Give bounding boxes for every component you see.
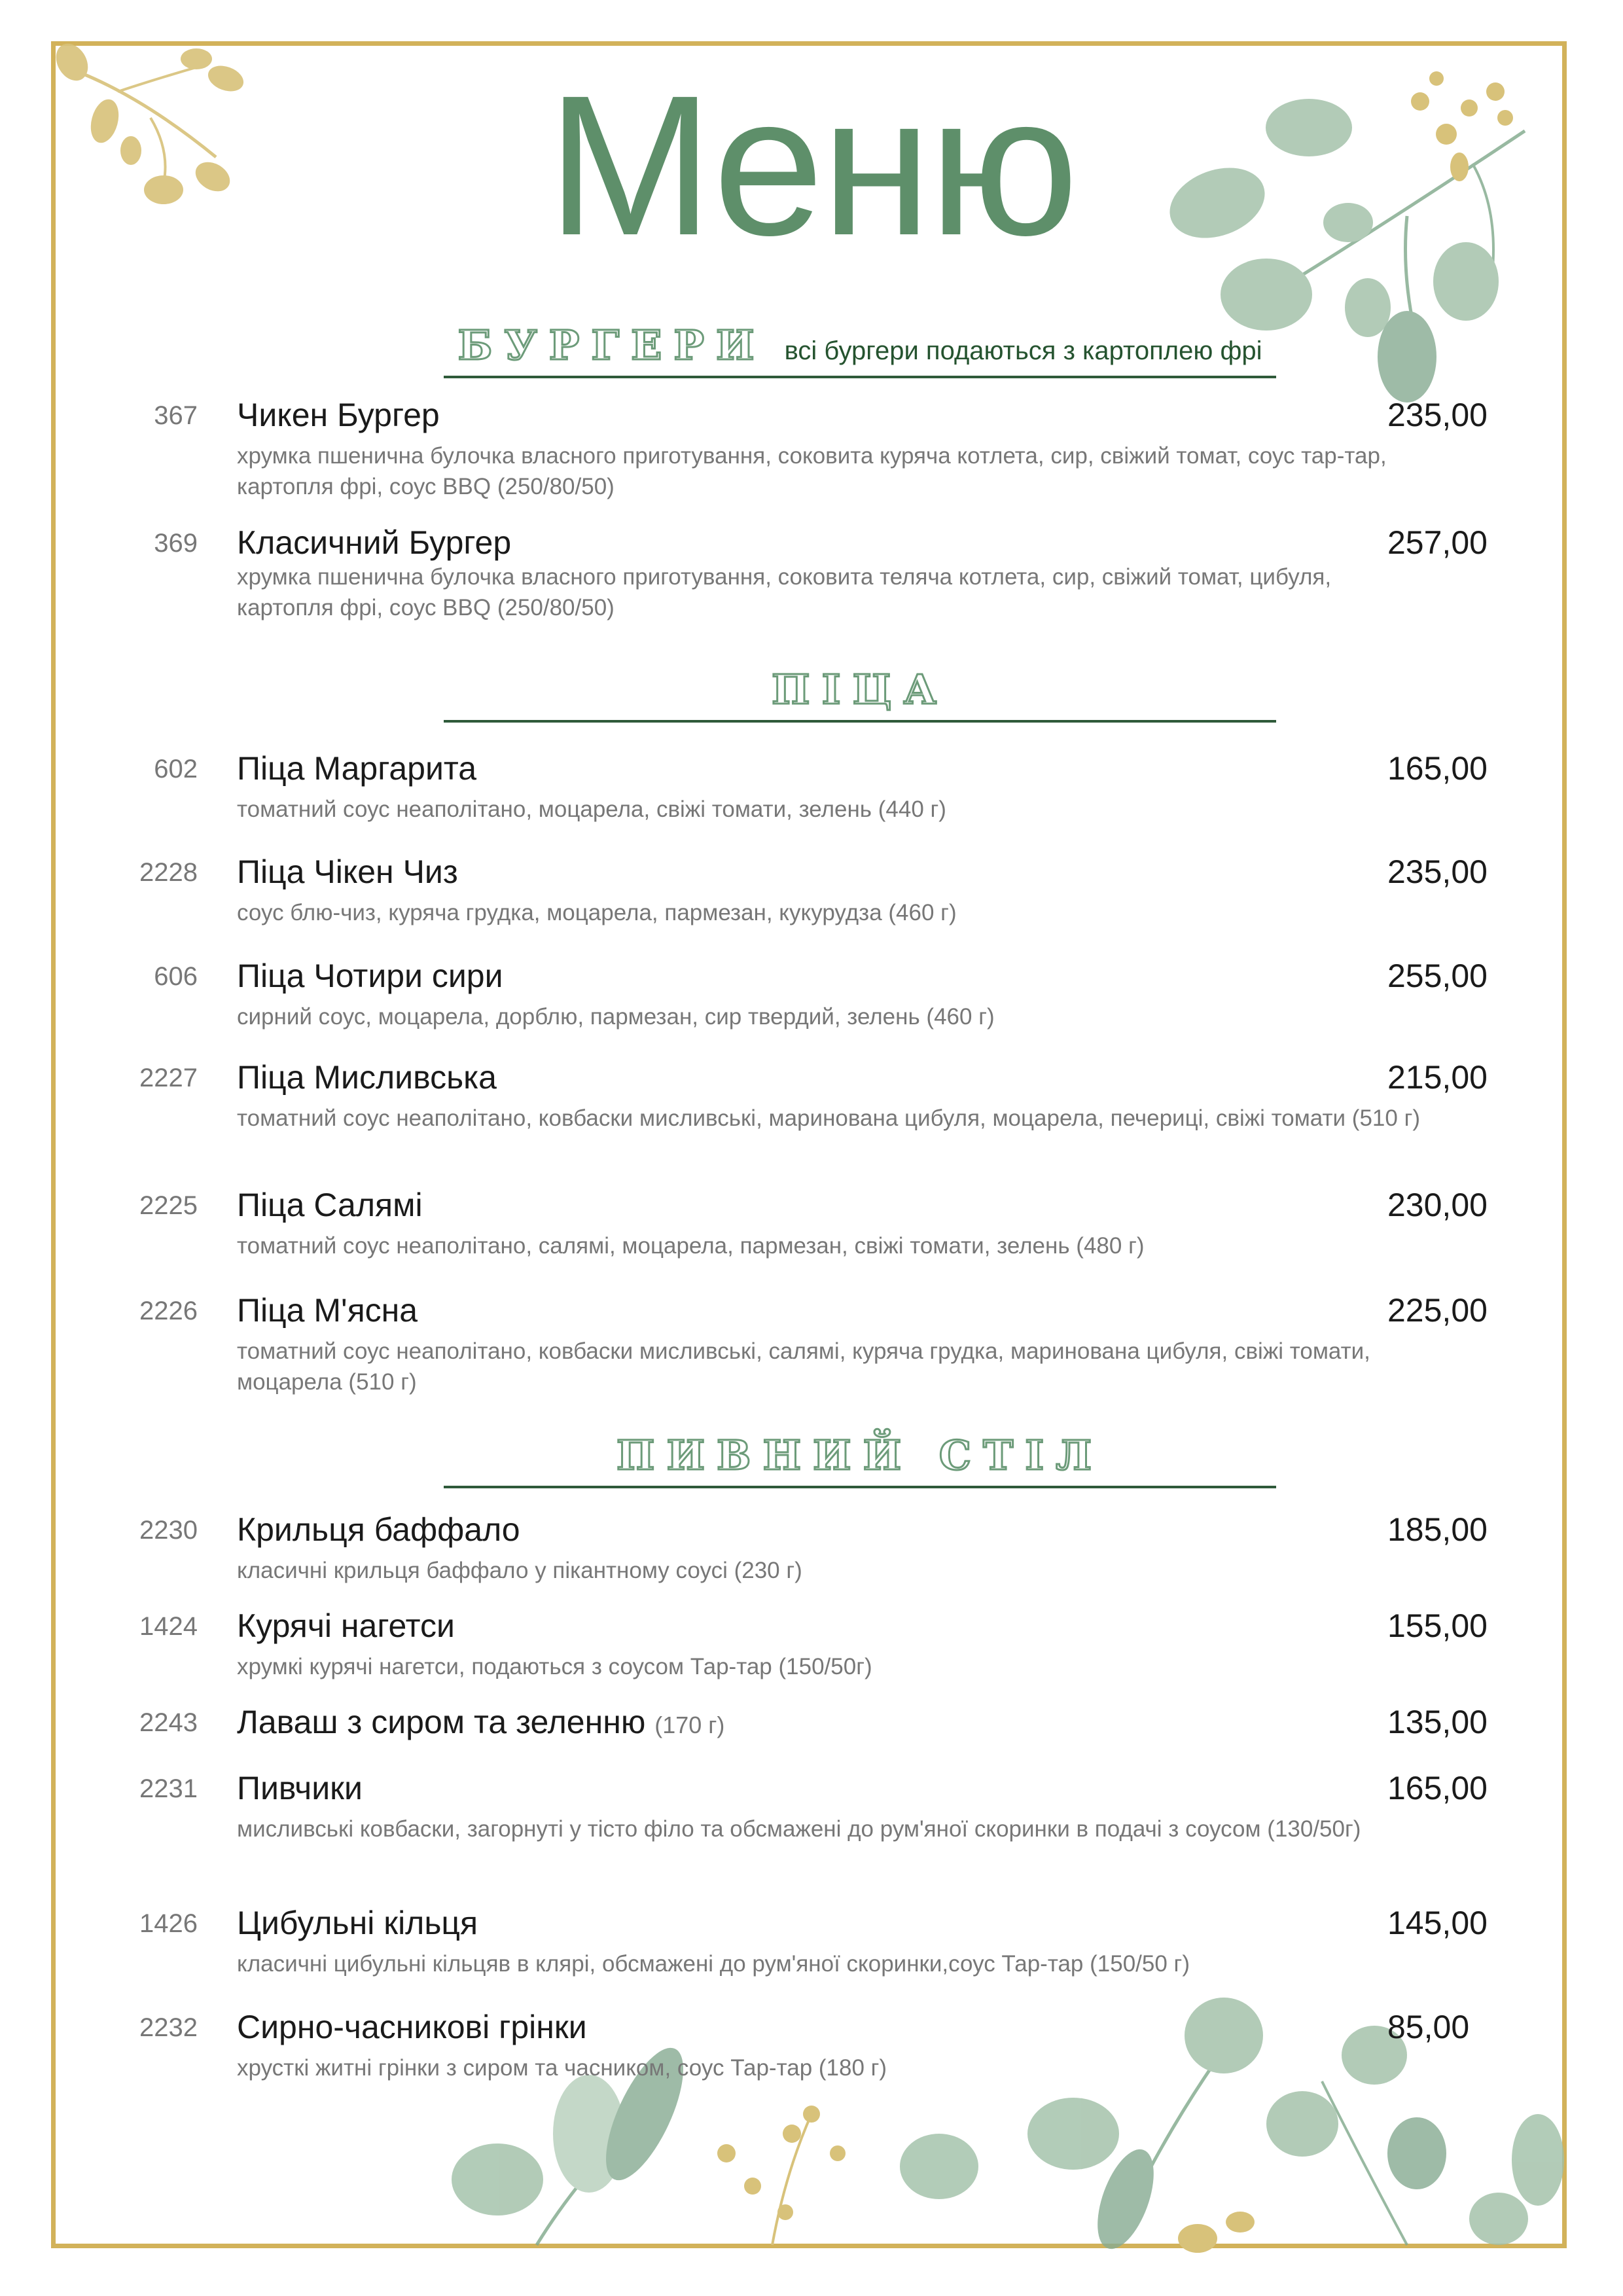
item-name: Курячі нагетси [237, 1607, 455, 1644]
item-code: 2227 [139, 1064, 198, 1092]
item-code: 369 [154, 529, 198, 558]
item-name: Піца Маргарита [237, 750, 477, 787]
item-code: 2243 [139, 1708, 198, 1737]
item-name: Піца Чікен Чиз [237, 853, 458, 890]
item-price: 145,00 [1387, 1905, 1488, 1941]
item-code: 1424 [139, 1612, 198, 1641]
item-price: 215,00 [1387, 1059, 1488, 1096]
item-price: 165,00 [1387, 1770, 1488, 1806]
item-description: мисливські ковбаски, загорнуті у тісто філо та обсмажені до рум'яної скоринки в подачі з соусом (130/50г) [237, 1816, 1361, 1842]
item-description: соус блю-чиз, куряча грудка, моцарела, пармезан, кукурудза (460 г) [237, 900, 957, 925]
item-price: 235,00 [1387, 397, 1488, 433]
item-code: 2232 [139, 2013, 198, 2042]
item-code: 2228 [139, 858, 198, 887]
item-code: 2231 [139, 1774, 198, 1803]
item-code: 606 [154, 962, 198, 991]
item-price: 255,00 [1387, 958, 1488, 994]
item-name: Піца Чотири сири [237, 958, 503, 994]
item-name: Сирно-часникові грінки [237, 2009, 587, 2045]
item-name: Пивчики [237, 1770, 363, 1806]
item-code: 2226 [139, 1297, 198, 1325]
item-price: 230,00 [1387, 1187, 1488, 1223]
item-name: Піца Мисливська [237, 1059, 497, 1096]
section-burgers [444, 302, 1276, 378]
item-description: сирний соус, моцарела, дорблю, пармезан, сир твердий, зелень (460 г) [237, 1004, 995, 1030]
section-beer-snacks [444, 1412, 1276, 1488]
item-name: Класичний Бургер [237, 524, 512, 561]
item-description: класичні крильця баффало у пікантному соусі (230 г) [237, 1558, 802, 1583]
section-note: всі бургери подаються з картоплею фрі [784, 336, 1262, 365]
item-name: Крильця баффало [237, 1511, 520, 1548]
page-title: Меню [546, 54, 1077, 277]
item-description: хрумка пшенична булочка власного приготування, соковита куряча котлета, сир, свіжий томат, соус тар-тар, картопля фрі, соус BBQ (250/80/50) [237, 443, 1387, 499]
item-code: 602 [154, 755, 198, 783]
item-description: хрумка пшенична булочка власного приготування, соковита теляча котлета, сир, свіжий томат, цибуля, картопля фрі, соус BBQ (250/80/50) [237, 564, 1332, 620]
item-price: 155,00 [1387, 1607, 1488, 1644]
section-title: ПІЦА [772, 666, 948, 713]
item-name: Лаваш з сиром та зеленню (170 г) [237, 1704, 725, 1740]
section-title: ПИВНИЙ СТІЛ [616, 1431, 1104, 1479]
item-price: 85,00 [1387, 2009, 1470, 2045]
item-code: 2230 [139, 1516, 198, 1545]
item-description: томатний соус неаполітано, ковбаски мисливські, салямі, куряча грудка, маринована цибуля, свіжі томати, моцарела (510 г) [237, 1338, 1370, 1395]
section-title: БУРГЕРИ [457, 321, 766, 369]
item-name: Піца М'ясна [237, 1292, 418, 1329]
section-pizza [444, 647, 1276, 723]
item-description: томатний соус неаполітано, моцарела, свіжі томати, зелень (440 г) [237, 797, 946, 822]
item-price: 225,00 [1387, 1292, 1488, 1329]
item-name: Піца Салямі [237, 1187, 423, 1223]
item-description: хрусткі житні грінки з сиром та часником, соус Тар-тар (180 г) [237, 2055, 887, 2081]
item-price: 185,00 [1387, 1511, 1488, 1548]
item-price: 235,00 [1387, 853, 1488, 890]
item-name: Цибульні кільця [237, 1905, 478, 1941]
item-price: 135,00 [1387, 1704, 1488, 1740]
item-code: 1426 [139, 1909, 198, 1938]
item-description: хрумкі курячі нагетси, подаються з соусом Тар-тар (150/50г) [237, 1654, 872, 1679]
item-description: класичні цибульні кільцяв в клярі, обсмажені до рум'яної скоринки,соус Тар-тар (150/50 г) [237, 1951, 1190, 1977]
item-description: томатний соус неаполітано, салямі, моцарела, пармезан, свіжі томати, зелень (480 г) [237, 1233, 1145, 1259]
item-description: томатний соус неаполітано, ковбаски мисливські, маринована цибуля, моцарела, печериці, свіжі томати (510 г) [237, 1105, 1421, 1131]
item-price: 165,00 [1387, 750, 1488, 787]
item-code: 367 [154, 401, 198, 430]
item-price: 257,00 [1387, 524, 1488, 561]
item-name: Чикен Бургер [237, 397, 440, 433]
item-code: 2225 [139, 1191, 198, 1220]
